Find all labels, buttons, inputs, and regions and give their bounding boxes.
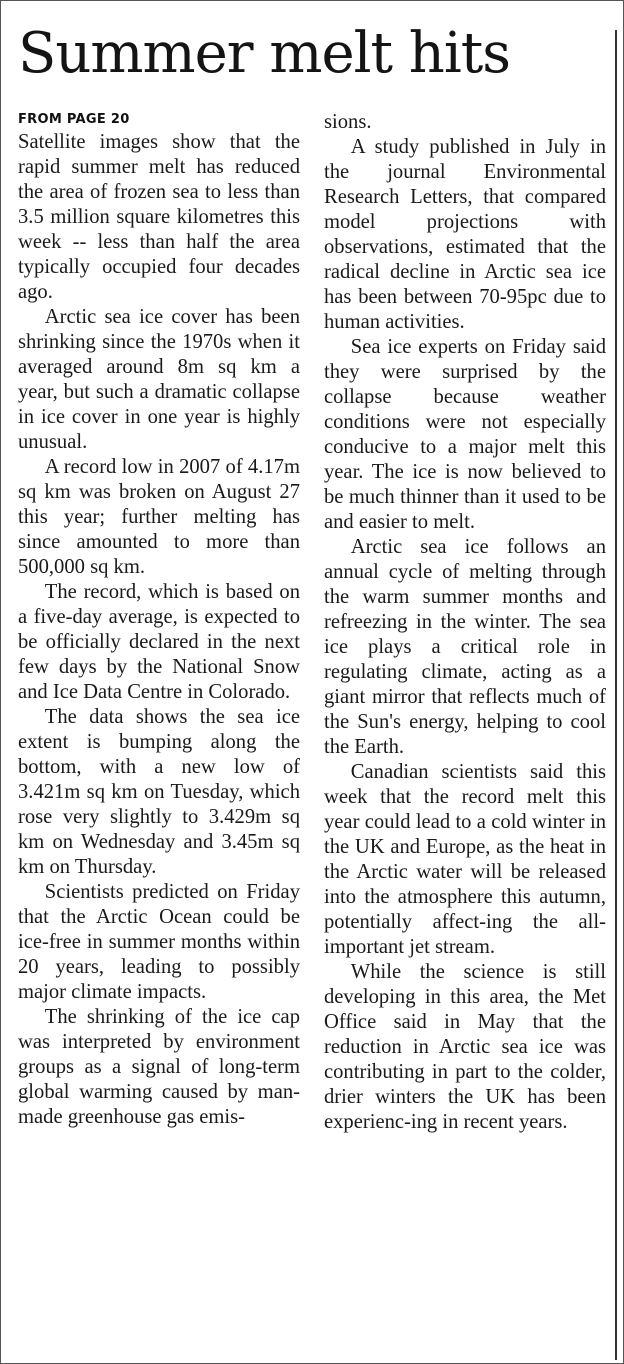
paragraph: The record, which is based on a five-day average, is expected to be officially declared in the next few days by the National Snow and Ice Data Centre in Colorado. bbox=[18, 581, 300, 703]
article-column-right bbox=[324, 110, 606, 1135]
paragraph: Arctic sea ice cover has been shrinking since the 1970s when it averaged around 8m sq km a year, but such a dramatic collapse in ice cover in one year is highly unusual. bbox=[18, 306, 300, 453]
paragraph: Sea ice experts on Friday said they were surprised by the collapse because weather conditions were not especially conducive to a major melt this year. The ice is now believed to be much thinner than it used to be and easier to melt. bbox=[324, 336, 606, 533]
paragraph: Satellite images show that the rapid summer melt has reduced the area of frozen sea to less than 3.5 million square kilometres this week -- less than half the area typically occupied four decades ago. bbox=[18, 131, 300, 303]
headline: Summer melt hits bbox=[18, 21, 511, 86]
column-rule bbox=[615, 30, 617, 1360]
paragraph: A study published in July in the journal Environmental Research Letters, that compared model projections with observations, estimated that the radical decline in Arctic sea ice has been between 70-95pc due to human activities. bbox=[324, 136, 606, 333]
paragraph: The shrinking of the ice cap was interpreted by environment groups as a signal of long-term global warming caused by man-made greenhouse gas emis- bbox=[18, 1006, 300, 1128]
article-column-left bbox=[18, 110, 300, 1130]
paragraph: A record low in 2007 of 4.17m sq km was broken on August 27 this year; further melting has since amounted to more than 500,000 sq km. bbox=[18, 456, 300, 578]
paragraph: Scientists predicted on Friday that the Arctic Ocean could be ice-free in summer months within 20 years, leading to possibly major climate impacts. bbox=[18, 881, 300, 1003]
paragraph: sions. bbox=[324, 111, 372, 133]
kicker: FROM PAGE 20 bbox=[18, 112, 130, 127]
paragraph: While the science is still developing in this area, the Met Office said in May that the reduction in Arctic sea ice was contributing in part to the colder, drier winters the UK has been experienc-ing in recent years. bbox=[324, 961, 606, 1133]
paragraph: The data shows the sea ice extent is bumping along the bottom, with a new low of 3.421m sq km on Tuesday, which rose very slightly to 3.429m sq km on Wednesday and 3.45m sq km on Thursday. bbox=[18, 706, 300, 878]
paragraph: Arctic sea ice follows an annual cycle of melting through the warm summer months and refreezing in the winter. The sea ice plays a critical role in regulating climate, acting as a giant mirror that reflects much of the Sun's energy, helping to cool the Earth. bbox=[324, 536, 606, 758]
paragraph: Canadian scientists said this week that the record melt this year could lead to a cold winter in the UK and Europe, as the heat in the Arctic water will be released into the atmosphere this autumn, potentially affect-ing the all-important jet stream. bbox=[324, 761, 606, 958]
